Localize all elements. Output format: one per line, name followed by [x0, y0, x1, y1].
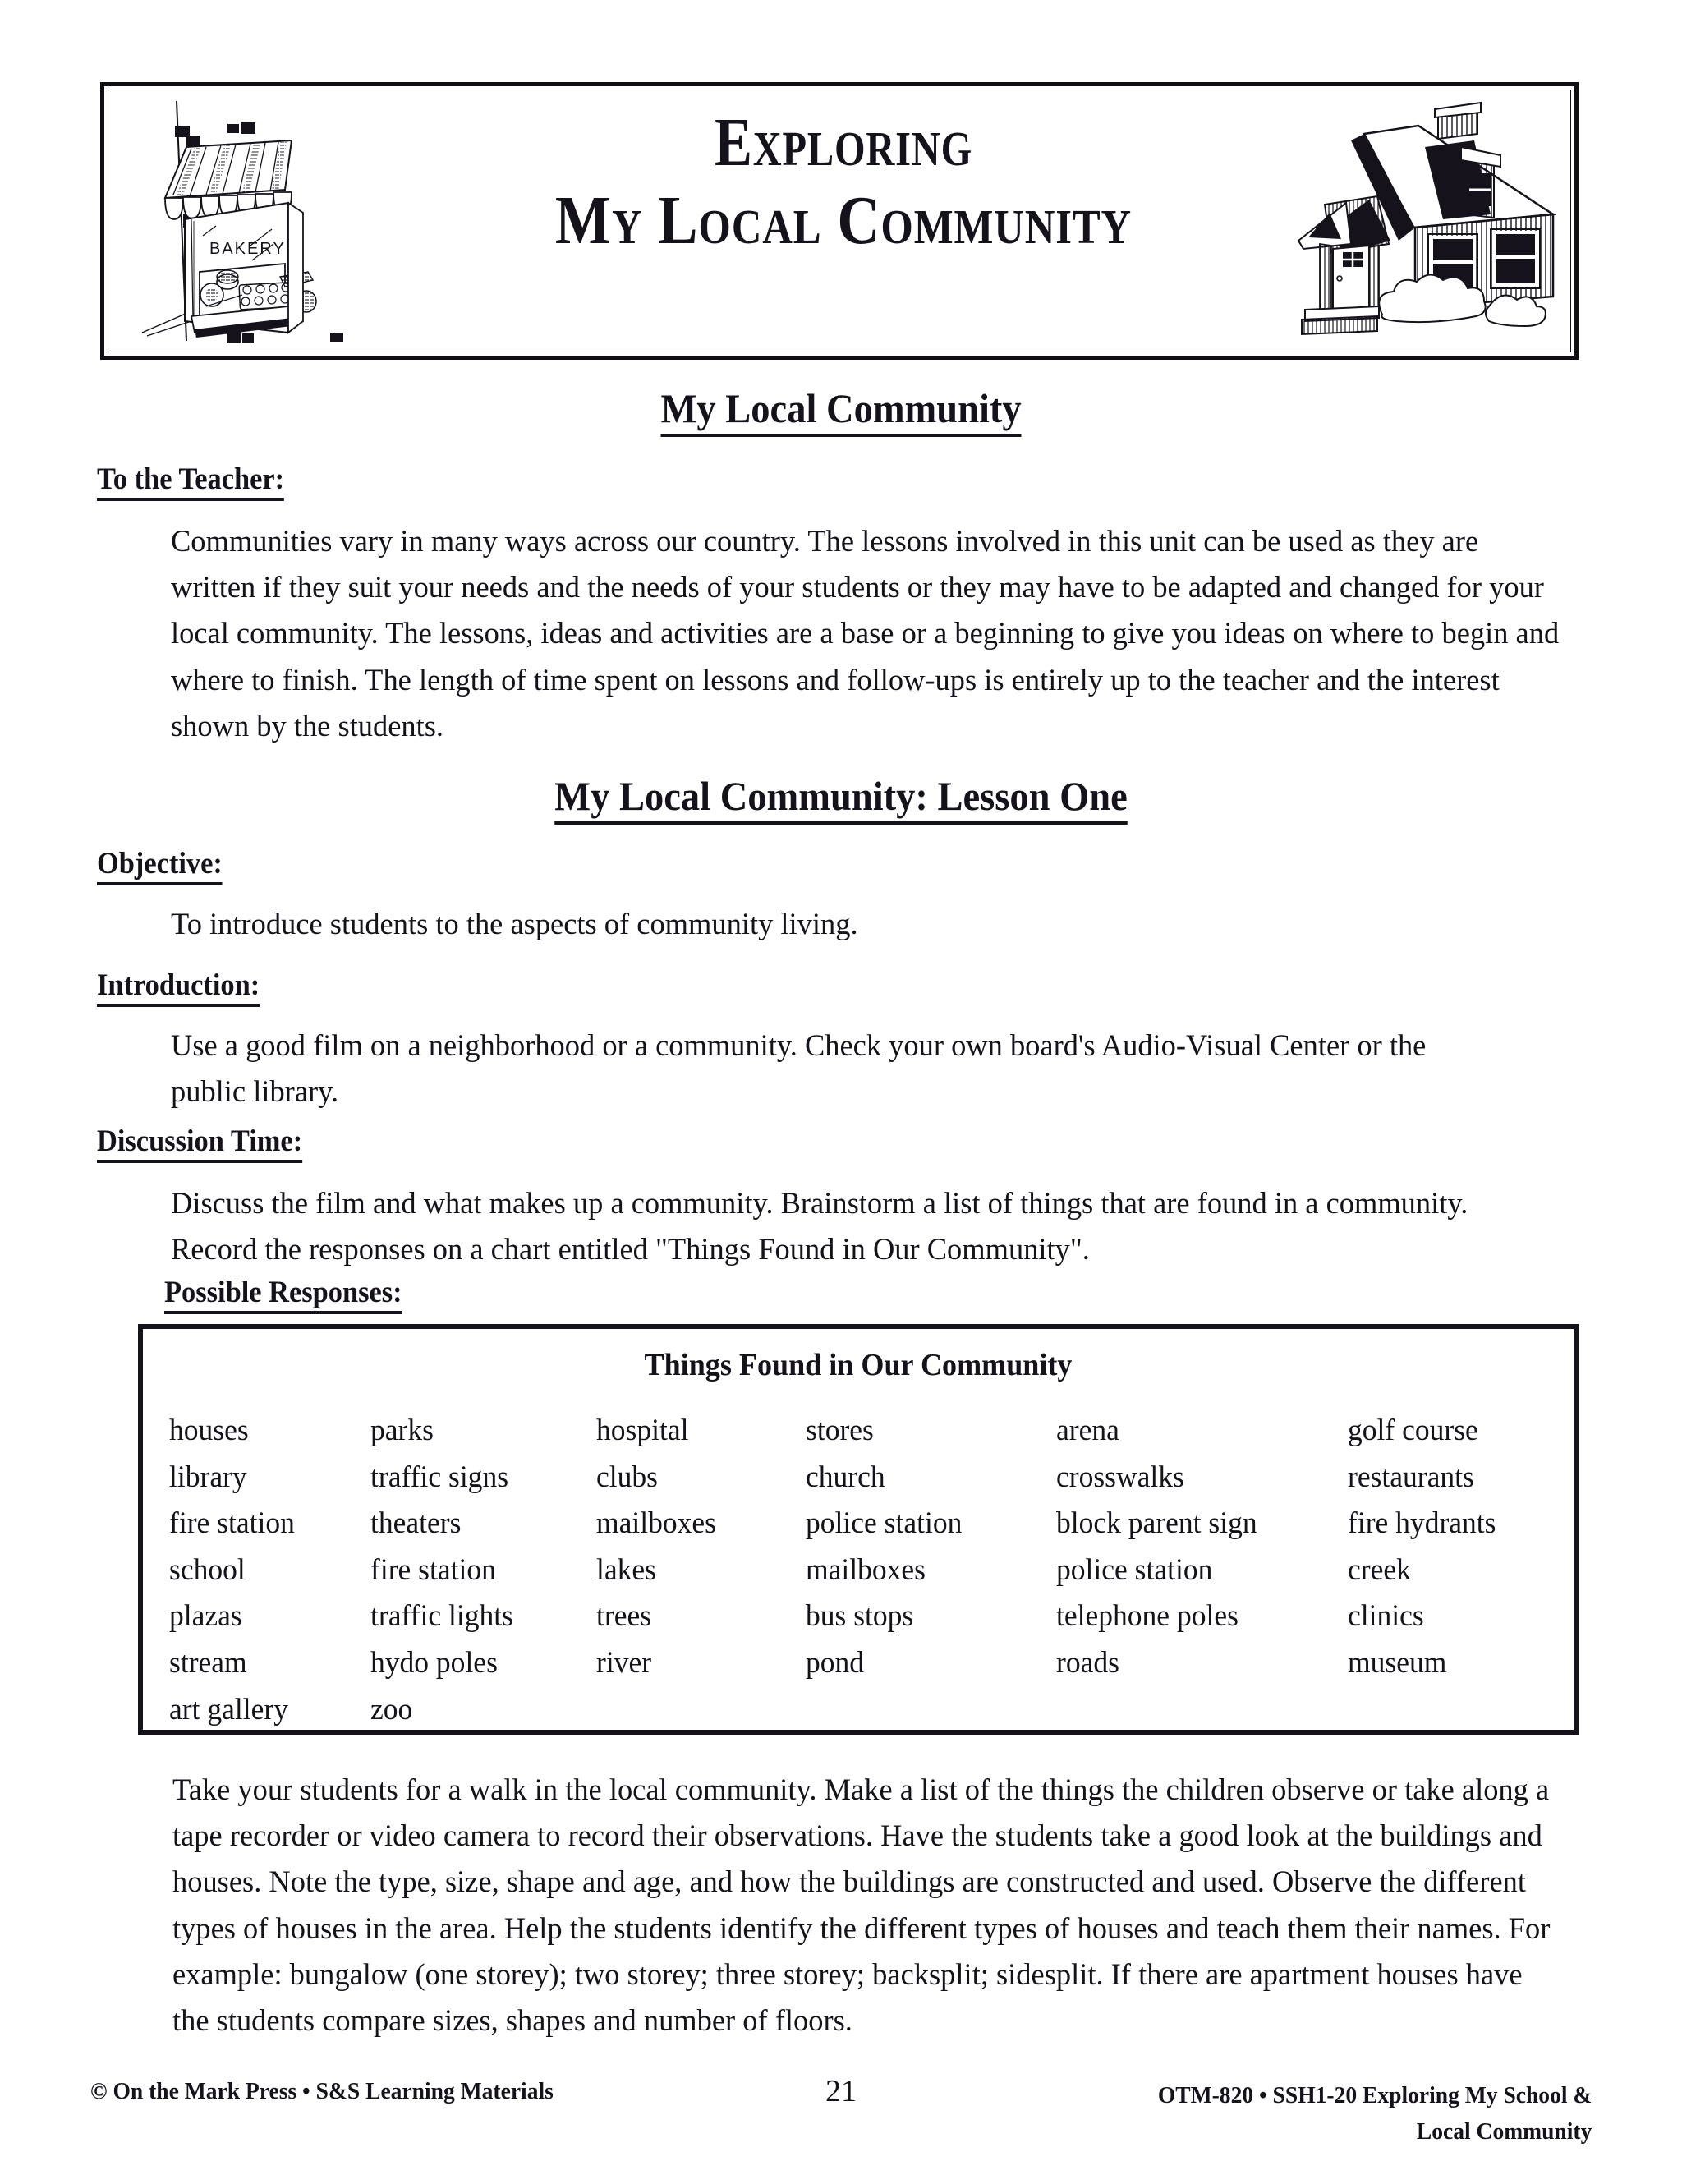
things-found-item: police station: [806, 1506, 963, 1541]
house-illustration: [1254, 91, 1558, 346]
things-found-item: hospital: [596, 1414, 689, 1447]
banner-title-line1: Exploring: [714, 104, 973, 181]
section-heading-label: To the Teacher:: [97, 462, 284, 501]
things-found-item: pond: [806, 1646, 865, 1681]
things-found-item: parks: [370, 1414, 434, 1447]
things-found-table: [138, 1324, 1579, 1735]
banner-title-line2: My Local Community: [554, 182, 1133, 260]
things-found-item: golf course: [1348, 1414, 1478, 1447]
banner-title: [499, 104, 1188, 260]
things-found-item: clubs: [596, 1460, 658, 1494]
things-found-table-title: Things Found in Our Community: [644, 1348, 1073, 1382]
header-banner: [100, 82, 1579, 360]
introduction-body: Use a good film on a neighborhood or a community. Check your own board's Audio-Visual Center or the public library.: [171, 1029, 1427, 1110]
to-the-teacher-body: Communities vary in many ways across our country. The lessons involved in this unit can be used as they are written if they suit your needs and the needs of your students or they may have to be adapted and changed for your local community. The lessons, ideas and activities are a base or a beginning to give you ideas on where to begin and where to finish. The length of time spent on lessons and follow-ups is entirely up to the teacher and the interest shown by the students.: [171, 525, 1560, 743]
things-found-item: lakes: [596, 1552, 656, 1587]
section-heading-objective: [97, 846, 232, 885]
objective-body: To introduce students to the aspects of community living.: [171, 908, 858, 941]
things-found-item: houses: [169, 1414, 249, 1447]
things-found-item-empty: [1056, 1687, 1336, 1734]
things-found-item: restaurants: [1348, 1460, 1474, 1494]
things-found-item: bus stops: [806, 1599, 914, 1634]
things-found-item: traffic signs: [370, 1460, 509, 1494]
footer-product-code-line2: Local Community: [1416, 2117, 1592, 2145]
things-found-item-empty: [596, 1687, 797, 1734]
section-heading-introduction: [97, 968, 272, 1007]
page-footer: [0, 2074, 1682, 2177]
things-found-item: art gallery: [169, 1692, 288, 1727]
things-found-item-empty: [1348, 1687, 1565, 1734]
section-heading-label: Discussion Time:: [97, 1124, 302, 1163]
footer-page-number: 21: [825, 2074, 857, 2108]
lesson-title-text: My Local Community: Lesson One: [554, 772, 1128, 825]
things-found-item: fire station: [169, 1506, 295, 1541]
discussion-time-body: Discuss the film and what makes up a community. Brainstorm a list of things that are found in a community. Record the responses on a chart entitled "Things Found in Our Community".: [171, 1187, 1468, 1267]
things-found-item: school: [169, 1552, 246, 1587]
things-found-item: creek: [1348, 1552, 1411, 1587]
things-found-item: zoo: [370, 1692, 413, 1727]
things-found-item: church: [806, 1460, 885, 1494]
section-heading-label: Possible Responses:: [164, 1275, 402, 1314]
things-found-table-grid: [169, 1408, 1574, 1733]
things-found-item: arena: [1056, 1414, 1119, 1447]
things-found-item: theaters: [370, 1506, 462, 1541]
section-heading-discussion-time: [97, 1124, 318, 1163]
things-found-item-empty: [806, 1687, 1046, 1734]
things-found-item: traffic lights: [370, 1599, 513, 1634]
bakery-sign-text: BAKERY: [209, 240, 286, 258]
section-heading-possible-responses: [164, 1275, 420, 1314]
things-found-item: fire hydrants: [1348, 1506, 1496, 1541]
things-found-item: stream: [169, 1646, 247, 1681]
things-found-item: trees: [596, 1599, 652, 1634]
section-heading-to-the-teacher: [97, 462, 298, 501]
things-found-item: museum: [1348, 1646, 1447, 1681]
things-found-item: stores: [806, 1414, 874, 1447]
things-found-item: telephone poles: [1056, 1599, 1239, 1634]
things-found-item: hydo poles: [370, 1646, 498, 1681]
bakery-storefront-illustration: [127, 98, 456, 344]
things-found-item: police station: [1056, 1552, 1213, 1587]
things-found-item: clinics: [1348, 1599, 1424, 1634]
things-found-item: mailboxes: [596, 1506, 717, 1541]
things-found-item: plazas: [169, 1599, 242, 1634]
footer-copyright: © On the Mark Press • S&S Learning Materials: [90, 2078, 554, 2104]
things-found-item: fire station: [370, 1552, 496, 1587]
closing-paragraph: Take your students for a walk in the local community. Make a list of the things the children observe or take along a tape recorder or video camera to record their observations. Have the students take a good look at the buildings and houses. Note the type, size, shape and age, and how the buildings are constructed and used. Observe the different types of houses in the area. Help the students identify the different types of houses and teach them their names. For example: bungalow (one storey); two storey; three storey; backsplit; sidesplit. If there are apartment houses have the students compare sizes, shapes and number of floors.: [172, 1773, 1551, 2039]
things-found-item: library: [169, 1460, 247, 1494]
things-found-item: mailboxes: [806, 1552, 926, 1587]
page-title: [0, 384, 1682, 437]
things-found-item: roads: [1056, 1646, 1119, 1681]
page-title-text: My Local Community: [660, 384, 1021, 437]
things-found-item: crosswalks: [1056, 1460, 1184, 1494]
things-found-item: block parent sign: [1056, 1506, 1257, 1541]
lesson-title: [0, 772, 1682, 825]
section-heading-label: Introduction:: [97, 968, 260, 1007]
footer-product-code: [1157, 2078, 1592, 2150]
things-found-item: river: [596, 1646, 652, 1681]
footer-product-code-line1: OTM-820 • SSH1-20 Exploring My School &: [1157, 2082, 1592, 2108]
section-heading-label: Objective:: [97, 846, 223, 885]
